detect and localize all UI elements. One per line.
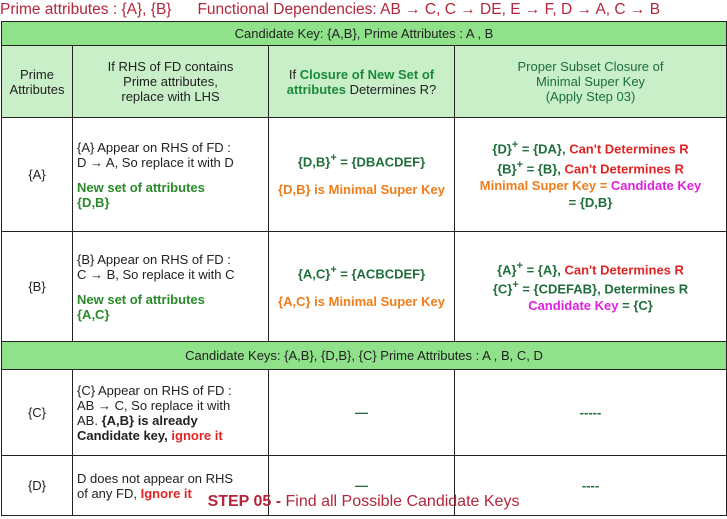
row-b-closure-val: = {ACBCDEF} [336, 266, 426, 282]
row-c-rhs [73, 370, 269, 456]
row-a-new-set-label: New set of attributes [77, 179, 205, 195]
row-b-p1-res: Can't Determines R [564, 262, 684, 277]
band-candidate-key [2, 22, 727, 46]
row-b-rhs-line1: {B} Appear on RHS of FD : [77, 251, 231, 267]
row-c-rhs-line3b: {A,B} is already [101, 412, 198, 428]
row-a-new-set: {D,B} [77, 194, 110, 210]
row-a-p2-sup: + [516, 158, 523, 171]
row-a-closure-sup: + [330, 152, 337, 165]
col-closure-a: If [288, 66, 300, 82]
row-c-proper: ----- [455, 370, 727, 456]
row-a-closure-set: {D,B} [297, 154, 331, 170]
row-a-p2-val: = {B}, [522, 160, 565, 176]
row-a-attr: {A} [2, 118, 73, 232]
row-b-attr: {B} [2, 232, 73, 342]
candidate-key-table [1, 21, 727, 516]
footer-step [0, 493, 727, 511]
row-b-p1-val: = {A}, [522, 262, 565, 277]
row-a-p1-res: Can't Determines R [569, 141, 689, 157]
row-b-rhs [73, 232, 269, 342]
row-c [2, 370, 727, 456]
row-b-closure [269, 232, 455, 342]
row-b-new-set: {A,C} [77, 306, 110, 322]
row-c-attr: {C} [2, 370, 73, 456]
row-d-ignore: Ignore it [140, 485, 192, 501]
row-b [2, 232, 727, 342]
band-candidate-keys-text: Candidate Keys: {A,B}, {D,B}, {C} Prime Attributes : A , B, C, D [2, 342, 727, 370]
row-d-rhs-line2: of any FD, [77, 485, 141, 501]
row-b-closure-note: {A,C} is Minimal Super Key [278, 293, 445, 309]
header-line [0, 0, 727, 20]
row-b-p1-sup: + [516, 259, 523, 272]
row-c-rhs-line4: Candidate key, [77, 427, 172, 443]
col-proper-line1: Proper Subset Closure of [517, 59, 664, 74]
row-c-closure: — [269, 370, 455, 456]
header-row [2, 46, 727, 118]
row-d-proper: ---- [455, 456, 727, 516]
row-a-closure [269, 118, 455, 232]
row-b-new-set-label: New set of attributes [77, 291, 205, 307]
row-b-p2-set: {C} [492, 281, 513, 297]
col-closure [269, 46, 455, 118]
band-candidate-key-text: Candidate Key: {A,B}, Prime Attributes : A , B [2, 22, 727, 46]
row-b-rhs-line2: C → B, So replace it with C [77, 266, 235, 282]
col-prime-attributes: Prime Attributes [2, 46, 73, 118]
row-b-p3-b: Candidate Key [528, 298, 619, 314]
row-c-ignore: ignore it [171, 427, 223, 443]
col-rhs-line2: Prime attributes, [123, 74, 218, 89]
col-proper-line2: Minimal Super Key [535, 74, 646, 89]
functional-dependencies-text: Functional Dependencies: AB → C, C → DE, E → F, D → A, C → B [197, 1, 661, 18]
row-a-rhs [73, 118, 269, 232]
row-c-rhs-line1: {C} Appear on RHS of FD : [77, 382, 232, 398]
col-proper-line3: (Apply Step 03) [545, 89, 636, 104]
col-proper-subset [455, 46, 727, 118]
row-c-rhs-line2: AB → C, So replace it with [77, 397, 231, 413]
band-candidate-keys [2, 342, 727, 370]
row-d-closure: — [269, 456, 455, 516]
row-d-rhs-line1: D does not appear on RHS [77, 470, 234, 486]
col-rhs [73, 46, 269, 118]
row-a-p1-set: {D} [492, 141, 512, 157]
row-a-rhs-line1: {A} Appear on RHS of FD : [77, 139, 231, 155]
row-a-closure-val: = {DBACDEF} [336, 154, 426, 170]
row-b-proper [455, 232, 727, 342]
row-b-closure-sup: + [330, 264, 337, 277]
row-a-p1-val: = {DA}, [518, 141, 570, 157]
footer-step-label: STEP 05 - [207, 493, 286, 510]
row-c-rhs-line3: AB. [77, 412, 102, 428]
row-d-attr: {D} [2, 456, 73, 516]
col-rhs-line3: replace with LHS [121, 89, 220, 104]
row-a-p2-set: {B} [497, 160, 517, 176]
row-a-closure-note: {D,B} is Minimal Super Key [278, 181, 445, 197]
row-a-p3-a: Minimal Super Key = [479, 177, 611, 193]
footer-step-title: Find all Possible Candidate Keys [285, 493, 520, 510]
row-a-p1-sup: + [511, 139, 519, 152]
row-a-proper [455, 118, 727, 232]
row-a-p3-c: = {D,B} [568, 194, 613, 210]
row-b-closure-set: {A,C} [297, 266, 331, 282]
row-b-p2-sup: + [512, 279, 519, 291]
row-a [2, 118, 727, 232]
row-b-p2-val: = {CDEFAB}, Determines R [518, 281, 689, 297]
row-b-p3-c: = {C} [618, 298, 653, 314]
row-a-p2-res: Can't Determines R [564, 160, 684, 176]
col-closure-c: Determines R? [345, 81, 437, 97]
row-a-p3-b: Candidate Key [610, 177, 702, 193]
row-a-rhs-line2: D → A, So replace it with D [77, 154, 234, 170]
prime-attributes-text: Prime attributes : {A}, {B} [0, 1, 172, 18]
col-rhs-line1: If RHS of FD contains [107, 59, 234, 74]
col-closure-b: Closure of New Set of attributes [286, 66, 435, 97]
row-b-p1-set: {A} [497, 262, 517, 277]
